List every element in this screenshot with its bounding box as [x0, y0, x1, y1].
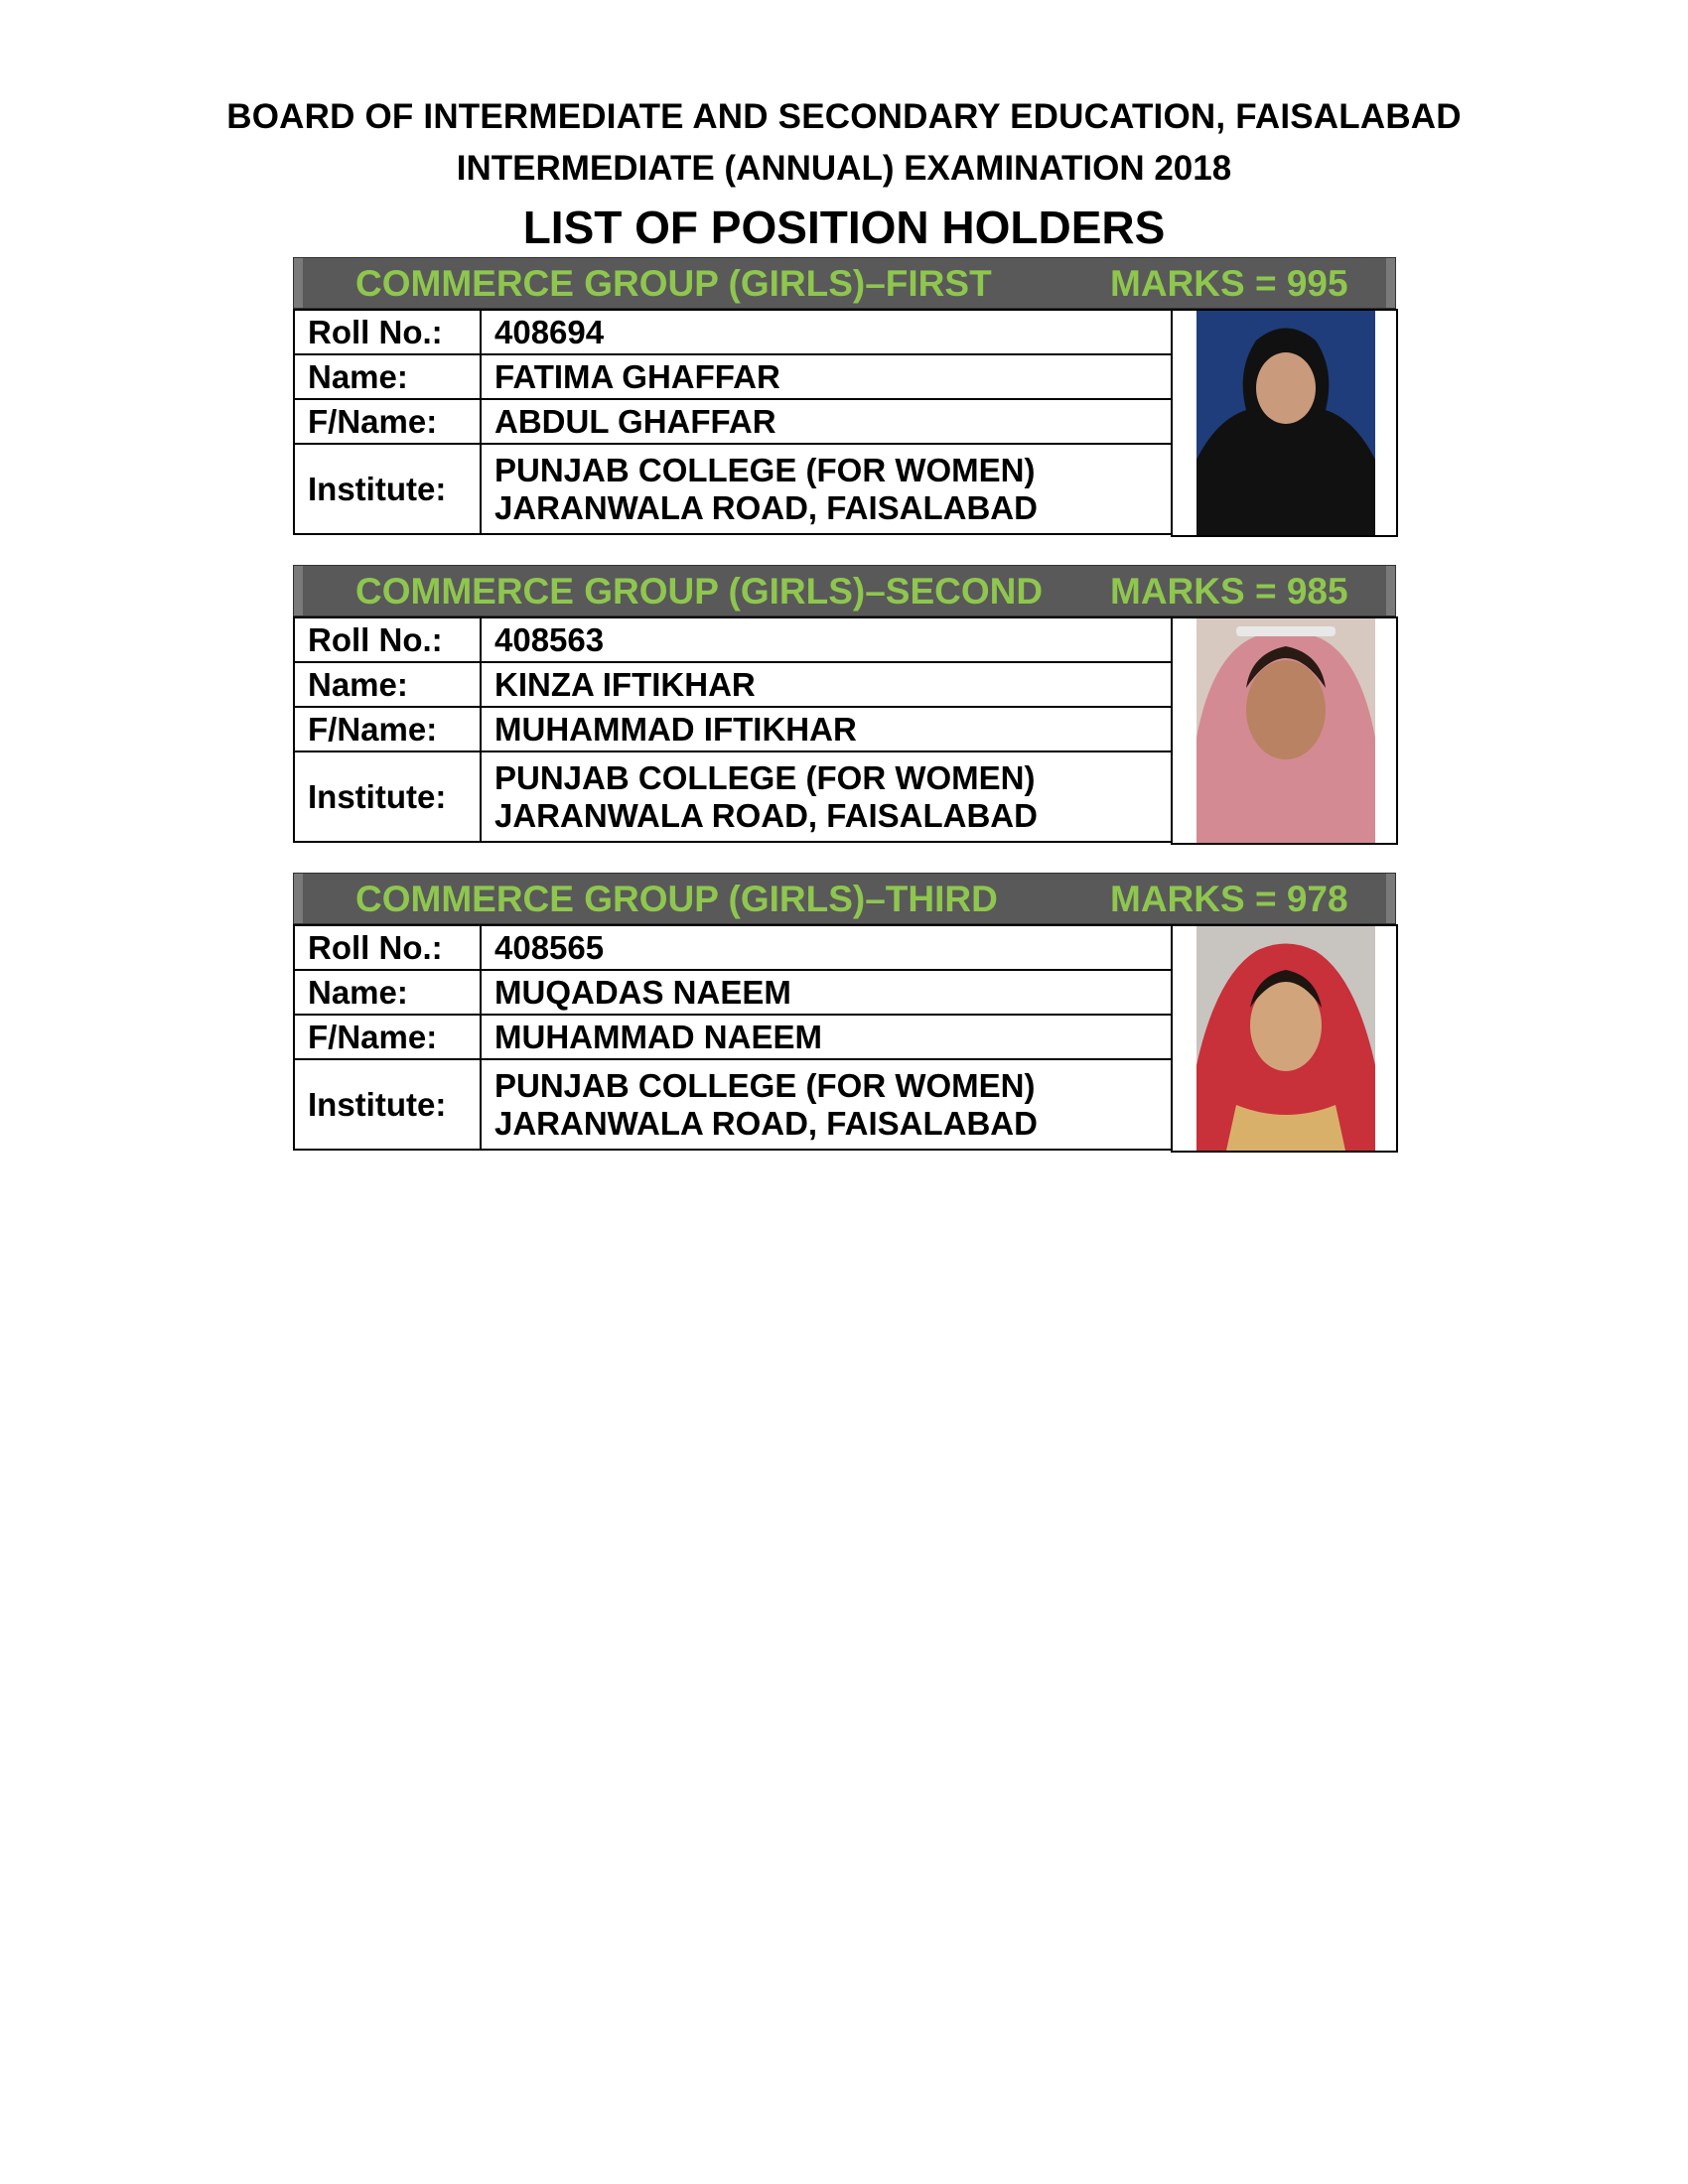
group-title: COMMERCE GROUP (GIRLS)–FIRST [355, 263, 992, 304]
name-value: FATIMA GHAFFAR [481, 354, 1172, 399]
holder-info-table [293, 309, 1173, 535]
marks-value: MARKS = 985 [1110, 571, 1348, 612]
holder-info-table [293, 616, 1173, 843]
fname-value: MUHAMMAD NAEEM [481, 1015, 1172, 1059]
marks-value: MARKS = 978 [1110, 879, 1348, 919]
roll-label: Roll No.: [294, 925, 481, 970]
institute-value [481, 751, 1172, 842]
roll-value: 408694 [481, 310, 1172, 354]
roll-value: 408565 [481, 925, 1172, 970]
fname-label: F/Name: [294, 1015, 481, 1059]
list-title: LIST OF POSITION HOLDERS [522, 202, 1166, 253]
institute-label: Institute: [294, 444, 481, 534]
name-value: MUQADAS NAEEM [481, 970, 1172, 1015]
fname-value: ABDUL GHAFFAR [481, 399, 1172, 444]
group-band [293, 873, 1396, 924]
institute-line1: PUNJAB COLLEGE (FOR WOMEN) [494, 1066, 1036, 1104]
position-holder-card-second [293, 565, 1396, 843]
name-label: Name: [294, 662, 481, 707]
institute-line1: PUNJAB COLLEGE (FOR WOMEN) [494, 451, 1036, 488]
institute-line1: PUNJAB COLLEGE (FOR WOMEN) [494, 758, 1036, 796]
board-title: BOARD OF INTERMEDIATE AND SECONDARY EDUCATION, FAISALABAD [226, 97, 1462, 136]
position-holder-card-first [293, 257, 1396, 535]
student-photo-icon [1196, 926, 1375, 1151]
group-title: COMMERCE GROUP (GIRLS)–THIRD [355, 879, 998, 919]
institute-line2: JARANWALA ROAD, FAISALABAD [494, 1104, 1038, 1142]
group-band [293, 565, 1396, 616]
roll-label: Roll No.: [294, 310, 481, 354]
group-band [293, 257, 1396, 309]
position-holder-card-third [293, 873, 1396, 1151]
name-label: Name: [294, 970, 481, 1015]
institute-line2: JARANWALA ROAD, FAISALABAD [494, 796, 1038, 834]
institute-value [481, 1059, 1172, 1150]
roll-value: 408563 [481, 617, 1172, 662]
group-title: COMMERCE GROUP (GIRLS)–SECOND [355, 571, 1044, 612]
exam-title: INTERMEDIATE (ANNUAL) EXAMINATION 2018 [456, 149, 1232, 188]
student-photo-icon [1196, 618, 1375, 843]
fname-label: F/Name: [294, 399, 481, 444]
photo-frame [1171, 309, 1398, 537]
fname-label: F/Name: [294, 707, 481, 751]
fname-value: MUHAMMAD IFTIKHAR [481, 707, 1172, 751]
photo-frame [1171, 616, 1398, 845]
roll-label: Roll No.: [294, 617, 481, 662]
name-label: Name: [294, 354, 481, 399]
institute-label: Institute: [294, 1059, 481, 1150]
institute-label: Institute: [294, 751, 481, 842]
institute-line2: JARANWALA ROAD, FAISALABAD [494, 488, 1038, 526]
photo-frame [1171, 924, 1398, 1153]
holder-info-table [293, 924, 1173, 1151]
marks-value: MARKS = 995 [1110, 263, 1348, 304]
name-value: KINZA IFTIKHAR [481, 662, 1172, 707]
institute-value [481, 444, 1172, 534]
student-photo-icon [1196, 311, 1375, 535]
